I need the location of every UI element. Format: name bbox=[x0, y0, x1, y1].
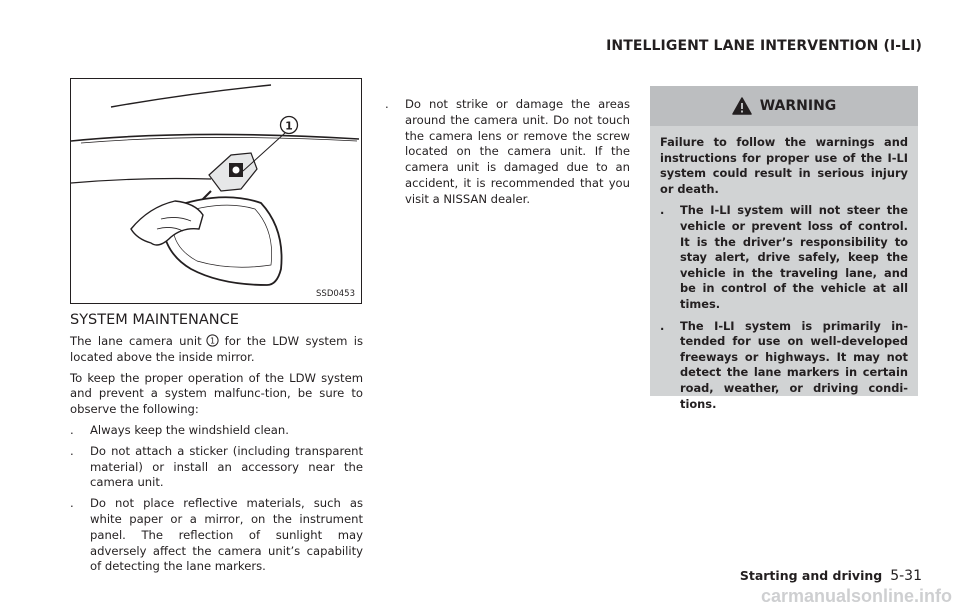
list-item: . Do not place reflective materials, such as white paper or a mirror, on the instrument panel. The reflection of sunlight may adversely affect the camera unit’s capability of detecting the lane markers. bbox=[70, 496, 363, 574]
svg-text:1: 1 bbox=[209, 336, 215, 346]
page-footer bbox=[740, 568, 922, 584]
bullet-icon: . bbox=[70, 443, 74, 458]
warning-triangle-icon bbox=[732, 97, 752, 115]
column-left bbox=[70, 334, 363, 580]
figure-code: SSD0453 bbox=[316, 289, 355, 299]
para1-start: The lane camera unit bbox=[70, 334, 202, 348]
camera-location-paragraph bbox=[70, 334, 363, 366]
bullet-icon: . bbox=[70, 496, 74, 511]
warning-title: WARNING bbox=[759, 98, 837, 114]
mirror-camera-drawing bbox=[71, 79, 361, 303]
column-middle bbox=[385, 97, 630, 213]
list-item: . Do not strike or damage the areas around the camera unit. Do not touch the camera lens or remove the screw located on the camera unit. If the camera unit is damaged due to an accident, it is recommended that you visit a NISSAN dealer. bbox=[385, 97, 630, 206]
list-item: . Always keep the windshield clean. bbox=[70, 422, 289, 437]
warning-list-item: . The I-LI system will not steer the vehicle or prevent loss of control. It is the driver’s responsibility to stay alert, drive safely, keep the vehicle in the traveling lane, and be in control of the vehicle at all times. bbox=[660, 203, 908, 311]
running-header: INTELLIGENT LANE INTERVENTION (I-LI) bbox=[606, 38, 922, 54]
maintenance-intro: To keep the proper operation of the LDW system and prevent a system malfunc-tion, be sure to observe the following: bbox=[70, 370, 363, 417]
callout-ref-icon bbox=[206, 334, 219, 347]
section-heading: SYSTEM MAINTENANCE bbox=[70, 312, 239, 328]
bullet-icon: . bbox=[660, 318, 665, 333]
bullet-icon: . bbox=[385, 97, 389, 111]
camera-illustration bbox=[70, 78, 362, 304]
warning-body bbox=[650, 126, 918, 412]
bullet-icon: . bbox=[660, 203, 665, 218]
bullet-icon: . bbox=[70, 422, 74, 437]
warning-list-item: . The I-LI system is primarily in-tended for use on well-developed freeways or highways. It may not detect the lane markers in certain road, weather, or driving condi-tions. bbox=[660, 318, 908, 411]
watermark: carmanualsonline.info bbox=[760, 586, 952, 606]
list-item: . Do not attach a sticker (including transparent material) or install an accessory near the camera unit. bbox=[70, 443, 363, 490]
para1-end: for the LDW system is located above the inside mirror. bbox=[70, 334, 363, 364]
warning-intro: Failure to follow the warnings and instructions for proper use of the I-LI system could result in serious injury or death. bbox=[660, 135, 908, 196]
page-number: 5-31 bbox=[890, 568, 922, 584]
footer-section: Starting and driving bbox=[739, 568, 883, 583]
warning-box bbox=[650, 86, 918, 411]
callout-number: 1 bbox=[285, 119, 293, 133]
warning-header bbox=[650, 86, 918, 126]
